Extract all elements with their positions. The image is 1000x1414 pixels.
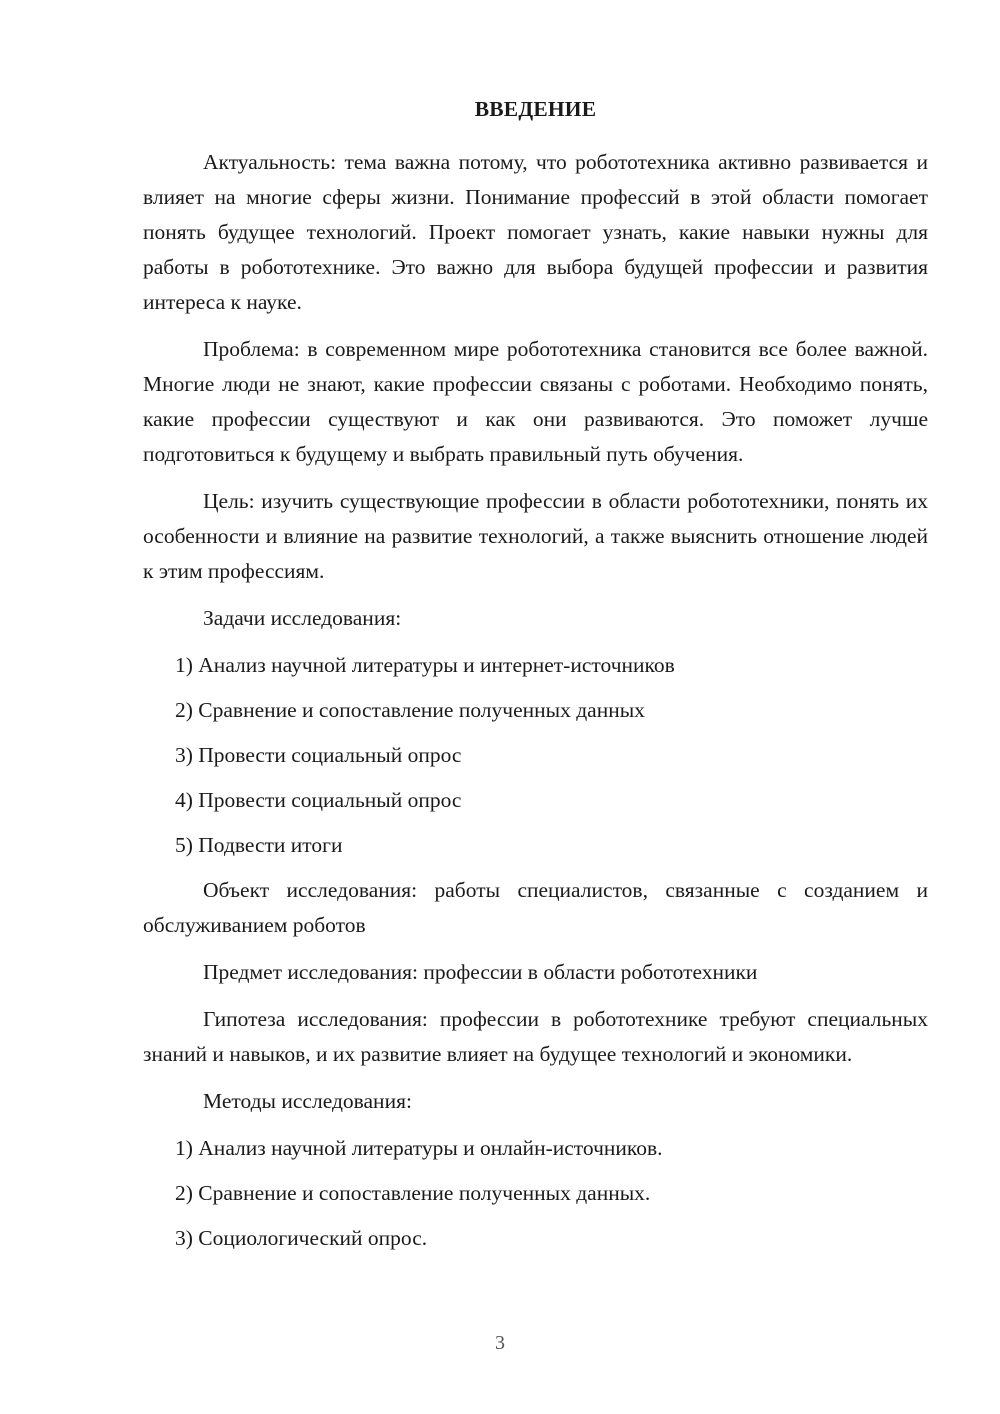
hypothesis-paragraph: Гипотеза исследования: профессии в робототехнике требуют специальных знаний и навыков, и их развитие влияет на будущее технологий и экономики. [143, 1007, 928, 1066]
problem-paragraph: Проблема: в современном мире робототехника становится все более важной. Многие люди не знают, какие профессии связаны с роботами. Необходимо понять, какие профессии существуют и как они развиваются. Это поможет лучше подготовиться к будущему и выбрать правильный путь обучения. [143, 337, 928, 466]
list-item: 5) Подвести итоги [175, 833, 343, 857]
list-item: 2) Сравнение и сопоставление полученных данных [175, 698, 645, 722]
relevance-paragraph: Актуальность: тема важна потому, что робототехника активно развивается и влияет на многие сферы жизни. Понимание профессий в этой области помогает понять будущее технологий. Проект помогает узнать, какие навыки нужны для работы в робототехнике. Это важно для выбора будущей профессии и развития интереса к науке. [143, 150, 928, 314]
tasks-list [143, 648, 928, 863]
goal-paragraph: Цель: изучить существующие профессии в области робототехники, понять их особенности и влияние на развитие технологий, а также выяснить отношение людей к этим профессиям. [143, 489, 928, 583]
page-number: 3 [495, 1332, 505, 1354]
methods-list [143, 1131, 928, 1256]
document-page [143, 92, 928, 1266]
list-item: 1) Анализ научной литературы и интернет-источников [175, 653, 675, 677]
list-item: 1) Анализ научной литературы и онлайн-источников. [175, 1136, 663, 1160]
list-item: 3) Социологический опрос. [175, 1226, 428, 1250]
page-heading: ВВЕДЕНИЕ [474, 97, 597, 121]
list-item: 3) Провести социальный опрос [175, 743, 462, 767]
methods-label: Методы исследования: [203, 1089, 412, 1113]
list-item: 4) Провести социальный опрос [175, 788, 462, 812]
list-item: 2) Сравнение и сопоставление полученных данных. [175, 1181, 651, 1205]
tasks-label: Задачи исследования: [203, 606, 402, 630]
subject-paragraph: Предмет исследования: профессии в области робототехники [203, 960, 758, 984]
object-paragraph: Объект исследования: работы специалистов, связанные с созданием и обслуживанием роботов [143, 878, 928, 937]
